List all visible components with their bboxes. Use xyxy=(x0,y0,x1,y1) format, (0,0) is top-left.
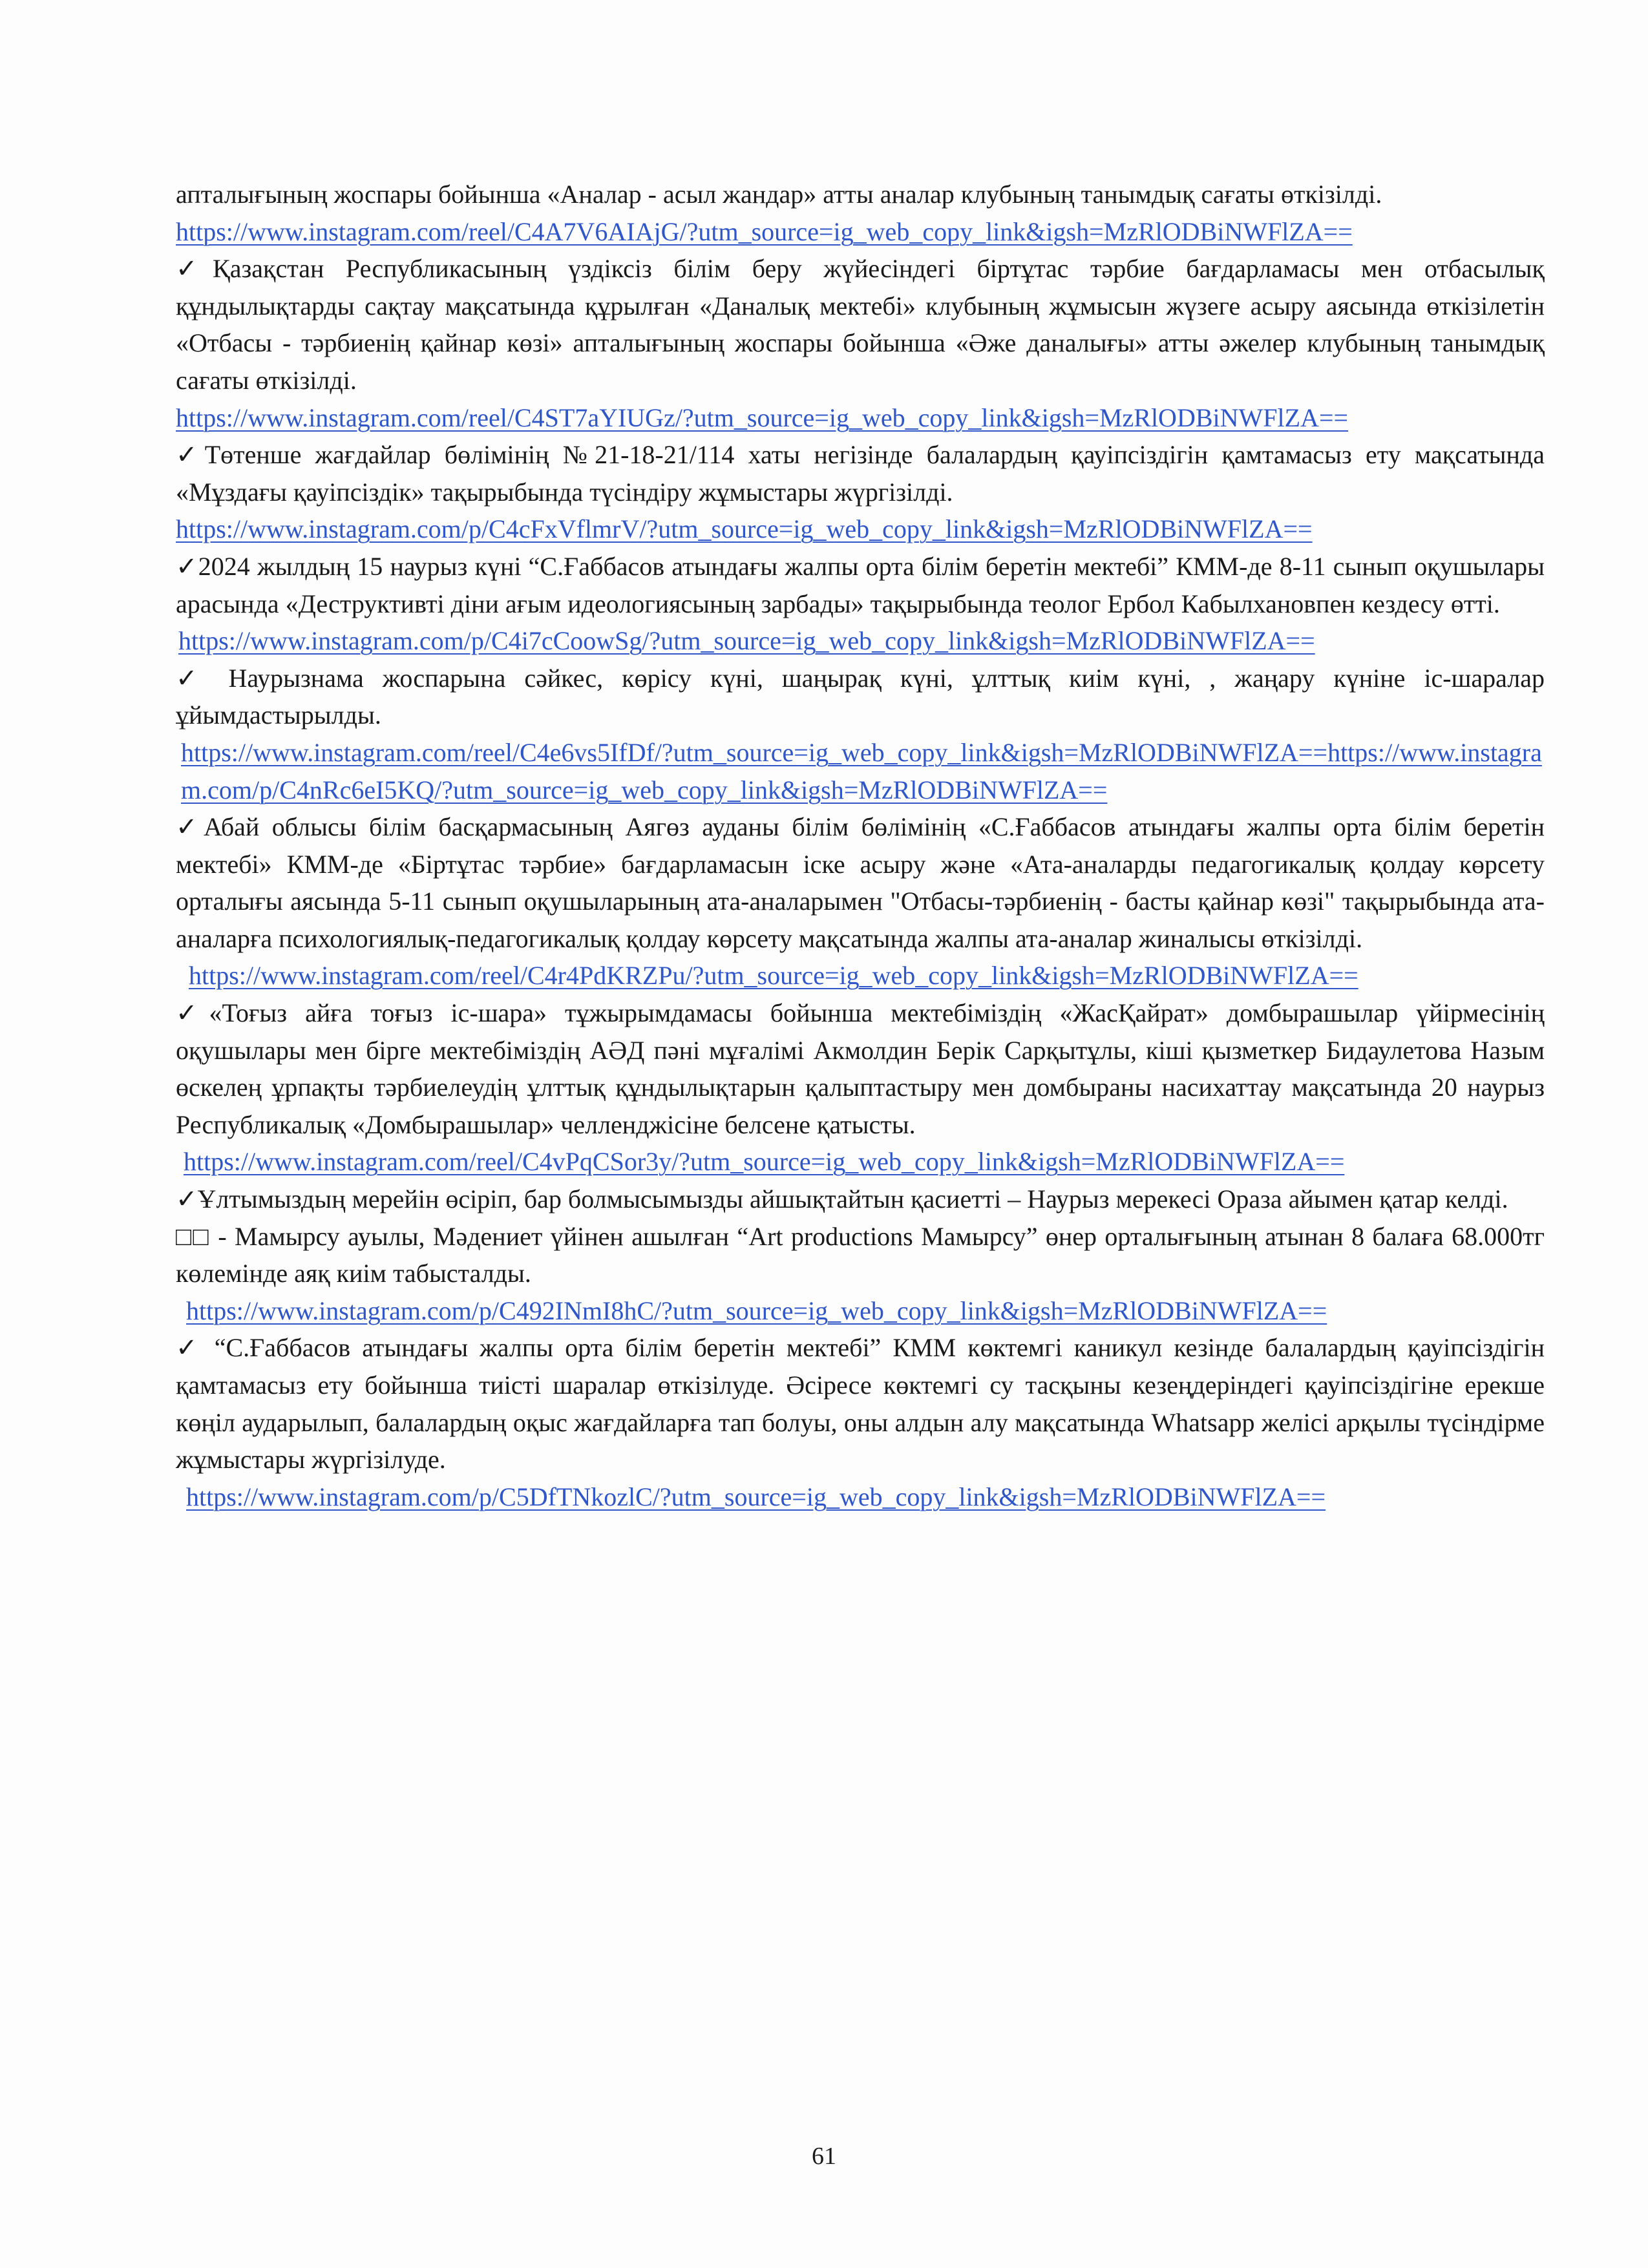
instagram-link-3[interactable]: https://www.instagram.com/p/C4cFxVflmrV/?utm_source=ig_web_copy_link&igsh=MzRlODBiNWFlZA== xyxy=(176,514,1313,544)
instagram-link-9[interactable]: https://www.instagram.com/p/C492INmI8hC/?utm_source=ig_web_copy_link&igsh=MzRlODBiNWFlZA== xyxy=(186,1296,1327,1325)
instagram-link-6[interactable]: https://www.instagram.com/reel/C4r4PdKRZPu/?utm_source=ig_web_copy_link&igsh=MzRlODBiNWFlZA== xyxy=(189,961,1358,991)
instagram-link-2[interactable]: https://www.instagram.com/reel/C4ST7aYIUGz/?utm_source=ig_web_copy_link&igsh=MzRlODBiNWFlZA== xyxy=(176,403,1349,432)
paragraph-3: ✓Төтенше жағдайлар бөлімінің №21-18-21/114 хаты негізінде балалардың қауіпсіздігін қамтамасыз ету мақсатында «Мұздағы қауіпсіздік» тақырыбында түсіндіру жұмыстары жүргізілді. xyxy=(176,440,1545,507)
paragraph-7: ✓«Тоғыз айға тоғыз іс-шара» тұжырымдамасы бойынша мектебіміздің «ЖасҚайрат» домбырашылар үйірмесінің оқушылары мен бірге мектебіміздің АӘД пәні мұғалімі Акмолдин Берік Сарқытұлы, кіші қызметкер Бидаулетова Назым өскелең ұрпақты тәрбиелеудің ұлттық құндылықтарын қалыптастыру мен домбыраны насихаттау мақсатында 20 наурыз Республикалық «Домбырашылар» челленджісіне белсене қатысты. xyxy=(176,998,1545,1139)
paragraph-5: ✓ Наурызнама жоспарына сәйкес, көрісу күні, шаңырақ күні, ұлттық киім күні, , жаңару күніне іс-шаралар ұйымдастырылды. xyxy=(176,663,1545,730)
paragraph-6: ✓Абай облысы білім басқармасының Аягөз ауданы білім бөлімінің «С.Ғаббасов атындағы жалпы орта білім беретін мектебі» КММ-де «Біртұтас тәрбие» бағдарламасын іске асыру және «Ата-аналарды педагогикалық қолдау көрсету орталығы аясында 5-11 сынып оқушыларының ата-аналарымен "Отбасы-тәрбиенің - басты қайнар көзі" тақырыбында ата-аналарға психологиялық-педагогикалық қолдау көрсету мақсатында жалпы ата-аналар жиналысы өткізілді. xyxy=(176,812,1545,953)
instagram-link-10[interactable]: https://www.instagram.com/p/C5DfTNkozlC/?utm_source=ig_web_copy_link&igsh=MzRlODBiNWFlZA== xyxy=(186,1482,1326,1511)
instagram-link-4[interactable]: https://www.instagram.com/p/C4i7cCoowSg/?utm_source=ig_web_copy_link&igsh=MzRlODBiNWFlZA== xyxy=(178,626,1315,656)
page-content xyxy=(176,176,1545,1515)
instagram-link-1[interactable]: https://www.instagram.com/reel/C4A7V6AIAjG/?utm_source=ig_web_copy_link&igsh=MzRlODBiNWFlZA== xyxy=(176,216,1353,246)
paragraph-9: □□ - Мамырсу ауылы, Мәдениет үйінен ашылған “Art productions Мамырсу” өнер орталығының атынан 8 балаға 68.000тг көлемінде аяқ киім табысталды. xyxy=(176,1221,1545,1288)
paragraph-1: апталығының жоспары бойынша «Аналар - асыл жандар» атты аналар клубының танымдық сағаты өткізілді. xyxy=(176,180,1382,209)
paragraph-4: ✓2024 жылдың 15 наурыз күні “С.Ғаббасов атындағы жалпы орта білім беретін мектебі” КММ-де 8-11 сынып оқушылары арасында «Деструктивті діни ағым идеологиясының зарбады» тақырыбында теолог Ербол Кабылхановпен кездесу өтті. xyxy=(176,551,1545,618)
instagram-link-5[interactable]: https://www.instagram.com/reel/C4e6vs5IfDf/?utm_source=ig_web_copy_link&igsh=MzRlODBiNWFlZA==https://www.instagram.com/p/C4nRc6eI5KQ/?utm_source=ig_web_copy_link&igsh=MzRlODBiNWFlZA== xyxy=(181,737,1542,804)
instagram-link-7[interactable]: https://www.instagram.com/reel/C4vPqCSor3y/?utm_source=ig_web_copy_link&igsh=MzRlODBiNWFlZA== xyxy=(184,1147,1345,1177)
page-number: 61 xyxy=(812,2143,836,2170)
paragraph-2: ✓Қазақстан Республикасының үздіксіз білім беру жүйесіндегі біртұтас тәрбие бағдарламасы мен отбасылық құндылықтарды сақтау мақсатында құрылған «Даналық мектебі» клубының жұмысын жүзеге асыру аясында өткізілетін «Отбасы - тәрбиенің қайнар көзі» апталығының жоспары бойынша «Әже даналығы» атты әжелер клубының танымдық сағаты өткізілді. xyxy=(176,254,1545,395)
paragraph-8: ✓Ұлтымыздың мерейін өсіріп, бар болмысымызды айшықтайтын қасиетті – Наурыз мерекесі Ораза айымен қатар келді. xyxy=(176,1184,1508,1214)
paragraph-10: ✓ “С.Ғаббасов атындағы жалпы орта білім беретін мектебі” КММ көктемгі каникул кезінде балалардың қауіпсіздігін қамтамасыз ету бойынша тиісті шаралар өткізілуде. Әсіресе көктемгі су тасқыны кезеңдеріндегі қауіпсіздігіне ерекше көңіл аударылып, балалардың оқыс жағдайларға тап болуы, оны алдын алу мақсатында Whatsapp желісі арқылы түсіндірме жұмыстары жүргізілуде. xyxy=(176,1333,1545,1475)
